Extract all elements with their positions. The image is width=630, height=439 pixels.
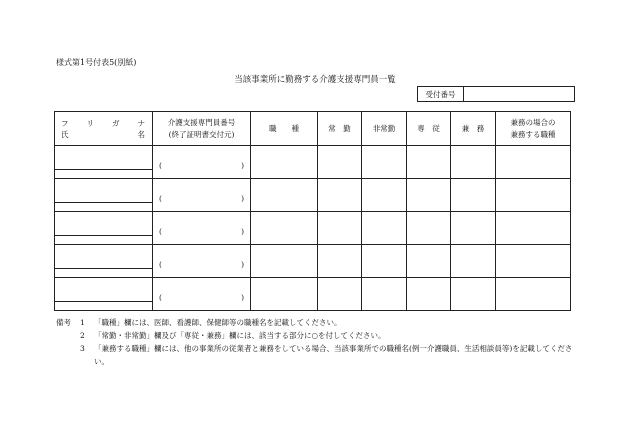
cert-number-cell[interactable]	[153, 245, 251, 278]
furigana-field[interactable]	[55, 220, 152, 236]
note-text: 「兼務する職種」欄には、他の事業所の従業者と兼務をしている場合、当該事業所での職種名(例一介護職員、生活相談員等)を記載してください。	[94, 344, 573, 366]
parttime-cell[interactable]	[362, 278, 407, 311]
job-type-cell[interactable]	[251, 245, 318, 278]
concurrent-job-cell[interactable]	[496, 245, 571, 278]
cert-number-cell[interactable]	[153, 212, 251, 245]
furigana-field[interactable]	[55, 187, 152, 203]
header-cert-number: 介護支援専門員番号 (終了証明書交付元)	[153, 112, 251, 146]
paren-open: (	[159, 292, 162, 302]
table-row	[55, 212, 571, 245]
header-fulltime: 常 勤	[318, 112, 362, 146]
paren-open: (	[159, 259, 162, 269]
dedicated-cell[interactable]	[407, 179, 451, 212]
fulltime-cell[interactable]	[318, 212, 362, 245]
concurrent-cell[interactable]	[451, 212, 496, 245]
parttime-cell[interactable]	[362, 245, 407, 278]
dedicated-cell[interactable]	[407, 278, 451, 311]
fulltime-cell[interactable]	[318, 179, 362, 212]
note-text: 「職種」欄には、医師、看護師、保健師等の職種名を記載してください。	[94, 318, 342, 327]
dedicated-cell[interactable]	[407, 146, 451, 179]
header-parttime: 非常勤	[362, 112, 407, 146]
name-cell[interactable]	[55, 179, 153, 212]
cert-number-cell[interactable]	[153, 179, 251, 212]
table-header-row	[55, 112, 571, 146]
fulltime-cell[interactable]	[318, 245, 362, 278]
header-concurrent-job: 兼務の場合の 兼務する職種	[496, 112, 571, 146]
concurrent-cell[interactable]	[451, 245, 496, 278]
cert-number-cell[interactable]	[153, 278, 251, 311]
receipt-box	[417, 86, 575, 102]
concurrent-job-cell[interactable]	[496, 278, 571, 311]
furigana-field[interactable]	[55, 286, 152, 302]
staff-table	[54, 111, 571, 311]
header-job-type: 職 種	[251, 112, 318, 146]
notes	[56, 316, 576, 368]
concurrent-job-cell[interactable]	[496, 146, 571, 179]
table-row	[55, 245, 571, 278]
paren-close: )	[241, 259, 244, 269]
job-type-cell[interactable]	[251, 212, 318, 245]
paren-open: (	[159, 193, 162, 203]
job-type-cell[interactable]	[251, 146, 318, 179]
name-cell[interactable]	[55, 146, 153, 179]
note-number: 3	[80, 344, 85, 353]
page-title: 当該事業所に勤務する介護支援専門員一覧	[234, 75, 396, 85]
paren-close: )	[241, 226, 244, 236]
dedicated-cell[interactable]	[407, 245, 451, 278]
furigana-field[interactable]	[55, 154, 152, 170]
note-text: 「常勤・非常勤」欄及び「専従・兼務」欄には、該当する部分に○を付してください。	[94, 331, 386, 340]
notes-label: 備考	[56, 318, 71, 327]
paren-open: (	[159, 160, 162, 170]
header-concurrent: 兼 務	[451, 112, 496, 146]
furigana-field[interactable]	[55, 253, 152, 269]
table-row	[55, 278, 571, 311]
name-label: 氏 名	[61, 129, 146, 139]
paren-close: )	[241, 193, 244, 203]
header-name	[55, 112, 153, 146]
receipt-number-field[interactable]	[464, 87, 574, 101]
job-type-cell[interactable]	[251, 278, 318, 311]
name-cell[interactable]	[55, 245, 153, 278]
note-number: 2	[80, 331, 85, 340]
paren-close: )	[241, 292, 244, 302]
dedicated-cell[interactable]	[407, 212, 451, 245]
concurrent-cell[interactable]	[451, 278, 496, 311]
table-row	[55, 179, 571, 212]
furigana-label: フ リ ガ ナ	[61, 118, 146, 128]
name-cell[interactable]	[55, 212, 153, 245]
note-number: 1	[80, 318, 85, 327]
form-id: 様式第1号付表5(別紙)	[56, 58, 137, 67]
fulltime-cell[interactable]	[318, 146, 362, 179]
cert-number-cell[interactable]	[153, 146, 251, 179]
concurrent-cell[interactable]	[451, 179, 496, 212]
job-type-cell[interactable]	[251, 179, 318, 212]
paren-open: (	[159, 226, 162, 236]
fulltime-cell[interactable]	[318, 278, 362, 311]
parttime-cell[interactable]	[362, 212, 407, 245]
parttime-cell[interactable]	[362, 179, 407, 212]
paren-close: )	[241, 160, 244, 170]
concurrent-cell[interactable]	[451, 146, 496, 179]
name-cell[interactable]	[55, 278, 153, 311]
concurrent-job-cell[interactable]	[496, 212, 571, 245]
table-row	[55, 146, 571, 179]
parttime-cell[interactable]	[362, 146, 407, 179]
receipt-label: 受付番号	[418, 87, 464, 101]
header-dedicated: 専 従	[407, 112, 451, 146]
concurrent-job-cell[interactable]	[496, 179, 571, 212]
